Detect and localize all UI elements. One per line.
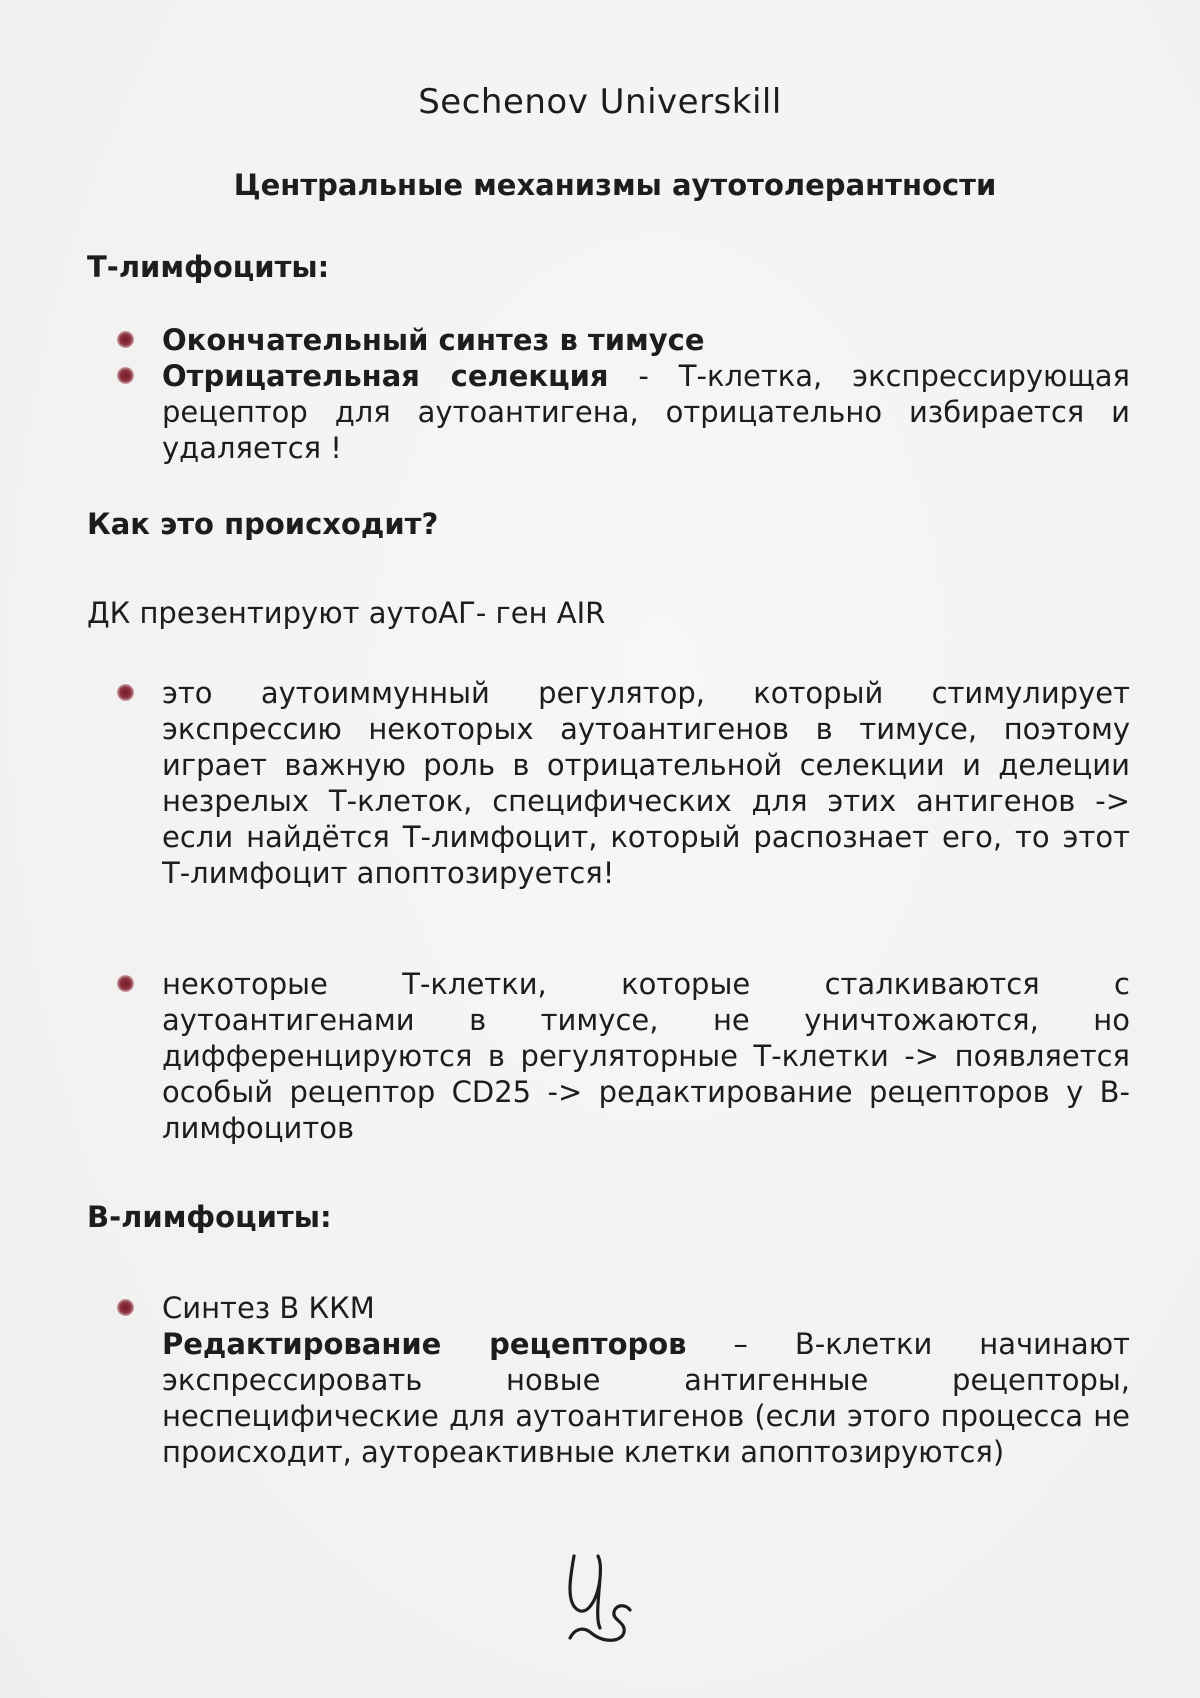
bullet-dot-icon <box>117 367 134 384</box>
list-item <box>162 1290 1130 1470</box>
t-bullets <box>162 322 1130 466</box>
bullet-bold: Отрицательная селекция <box>162 359 609 393</box>
b-bullets <box>162 1290 1130 1470</box>
document-title: Центральные механизмы аутотолерантности <box>233 168 997 202</box>
bullet-text: это аутоиммунный регулятор, который стимулирует экспрессию некоторых аутоантигенов в тимусе, поэтому играет важную роль в отрицательной селекции и делеции незрелых Т-клеток, специфических для этих антигенов -> если найдётся Т-лимфоцит, который распознает его, то этот Т-лимфоцит апоптозируется! <box>162 676 1130 890</box>
bullet-dot-icon <box>117 684 134 701</box>
detail-bullets <box>162 675 1130 891</box>
how-question: Как это происходит? <box>87 507 439 541</box>
list-item <box>162 675 1130 891</box>
editing-bold: Редактирование рецепторов <box>162 1327 687 1361</box>
editing-text: – В-клетки начинают экспрессировать новые антигенные рецепторы, неспецифические для аутоантигенов (если этого процесса не происходит, аутореактивные клетки апоптозируются) <box>162 1327 1130 1469</box>
list-item <box>162 358 1130 466</box>
bullet-dot-icon <box>117 331 134 348</box>
b-lymphocytes-heading: В-лимфоциты: <box>87 1200 332 1234</box>
bullet-text: - Т-клетка, экспрессирующая рецептор для аутоантигена, отрицательно избирается и удаляется ! <box>162 359 1130 465</box>
synthesis-text: Синтез В ККМ <box>162 1291 375 1325</box>
bullet-dot-icon <box>117 1299 134 1316</box>
bullet-dot-icon <box>117 975 134 992</box>
detail-bullets-2 <box>162 966 1130 1146</box>
dc-line: ДК презентируют аутоАГ- ген AIR <box>87 596 606 630</box>
list-item <box>162 322 1130 358</box>
list-item <box>162 966 1130 1146</box>
bullet-text: некоторые Т-клетки, которые сталкиваются с аутоантигенами в тимусе, не уничтожаются, но дифференцируются в регуляторные Т-клетки -> появляется особый рецептор CD25 -> редактирование рецепторов у В-лимфоцитов <box>162 967 1130 1145</box>
bullet-bold: Окончательный синтез в тимусе <box>162 323 705 357</box>
t-lymphocytes-heading: Т-лимфоциты: <box>87 250 330 284</box>
brand-title: Sechenov Universkill <box>418 82 782 122</box>
universkill-logo-icon <box>560 1548 640 1648</box>
